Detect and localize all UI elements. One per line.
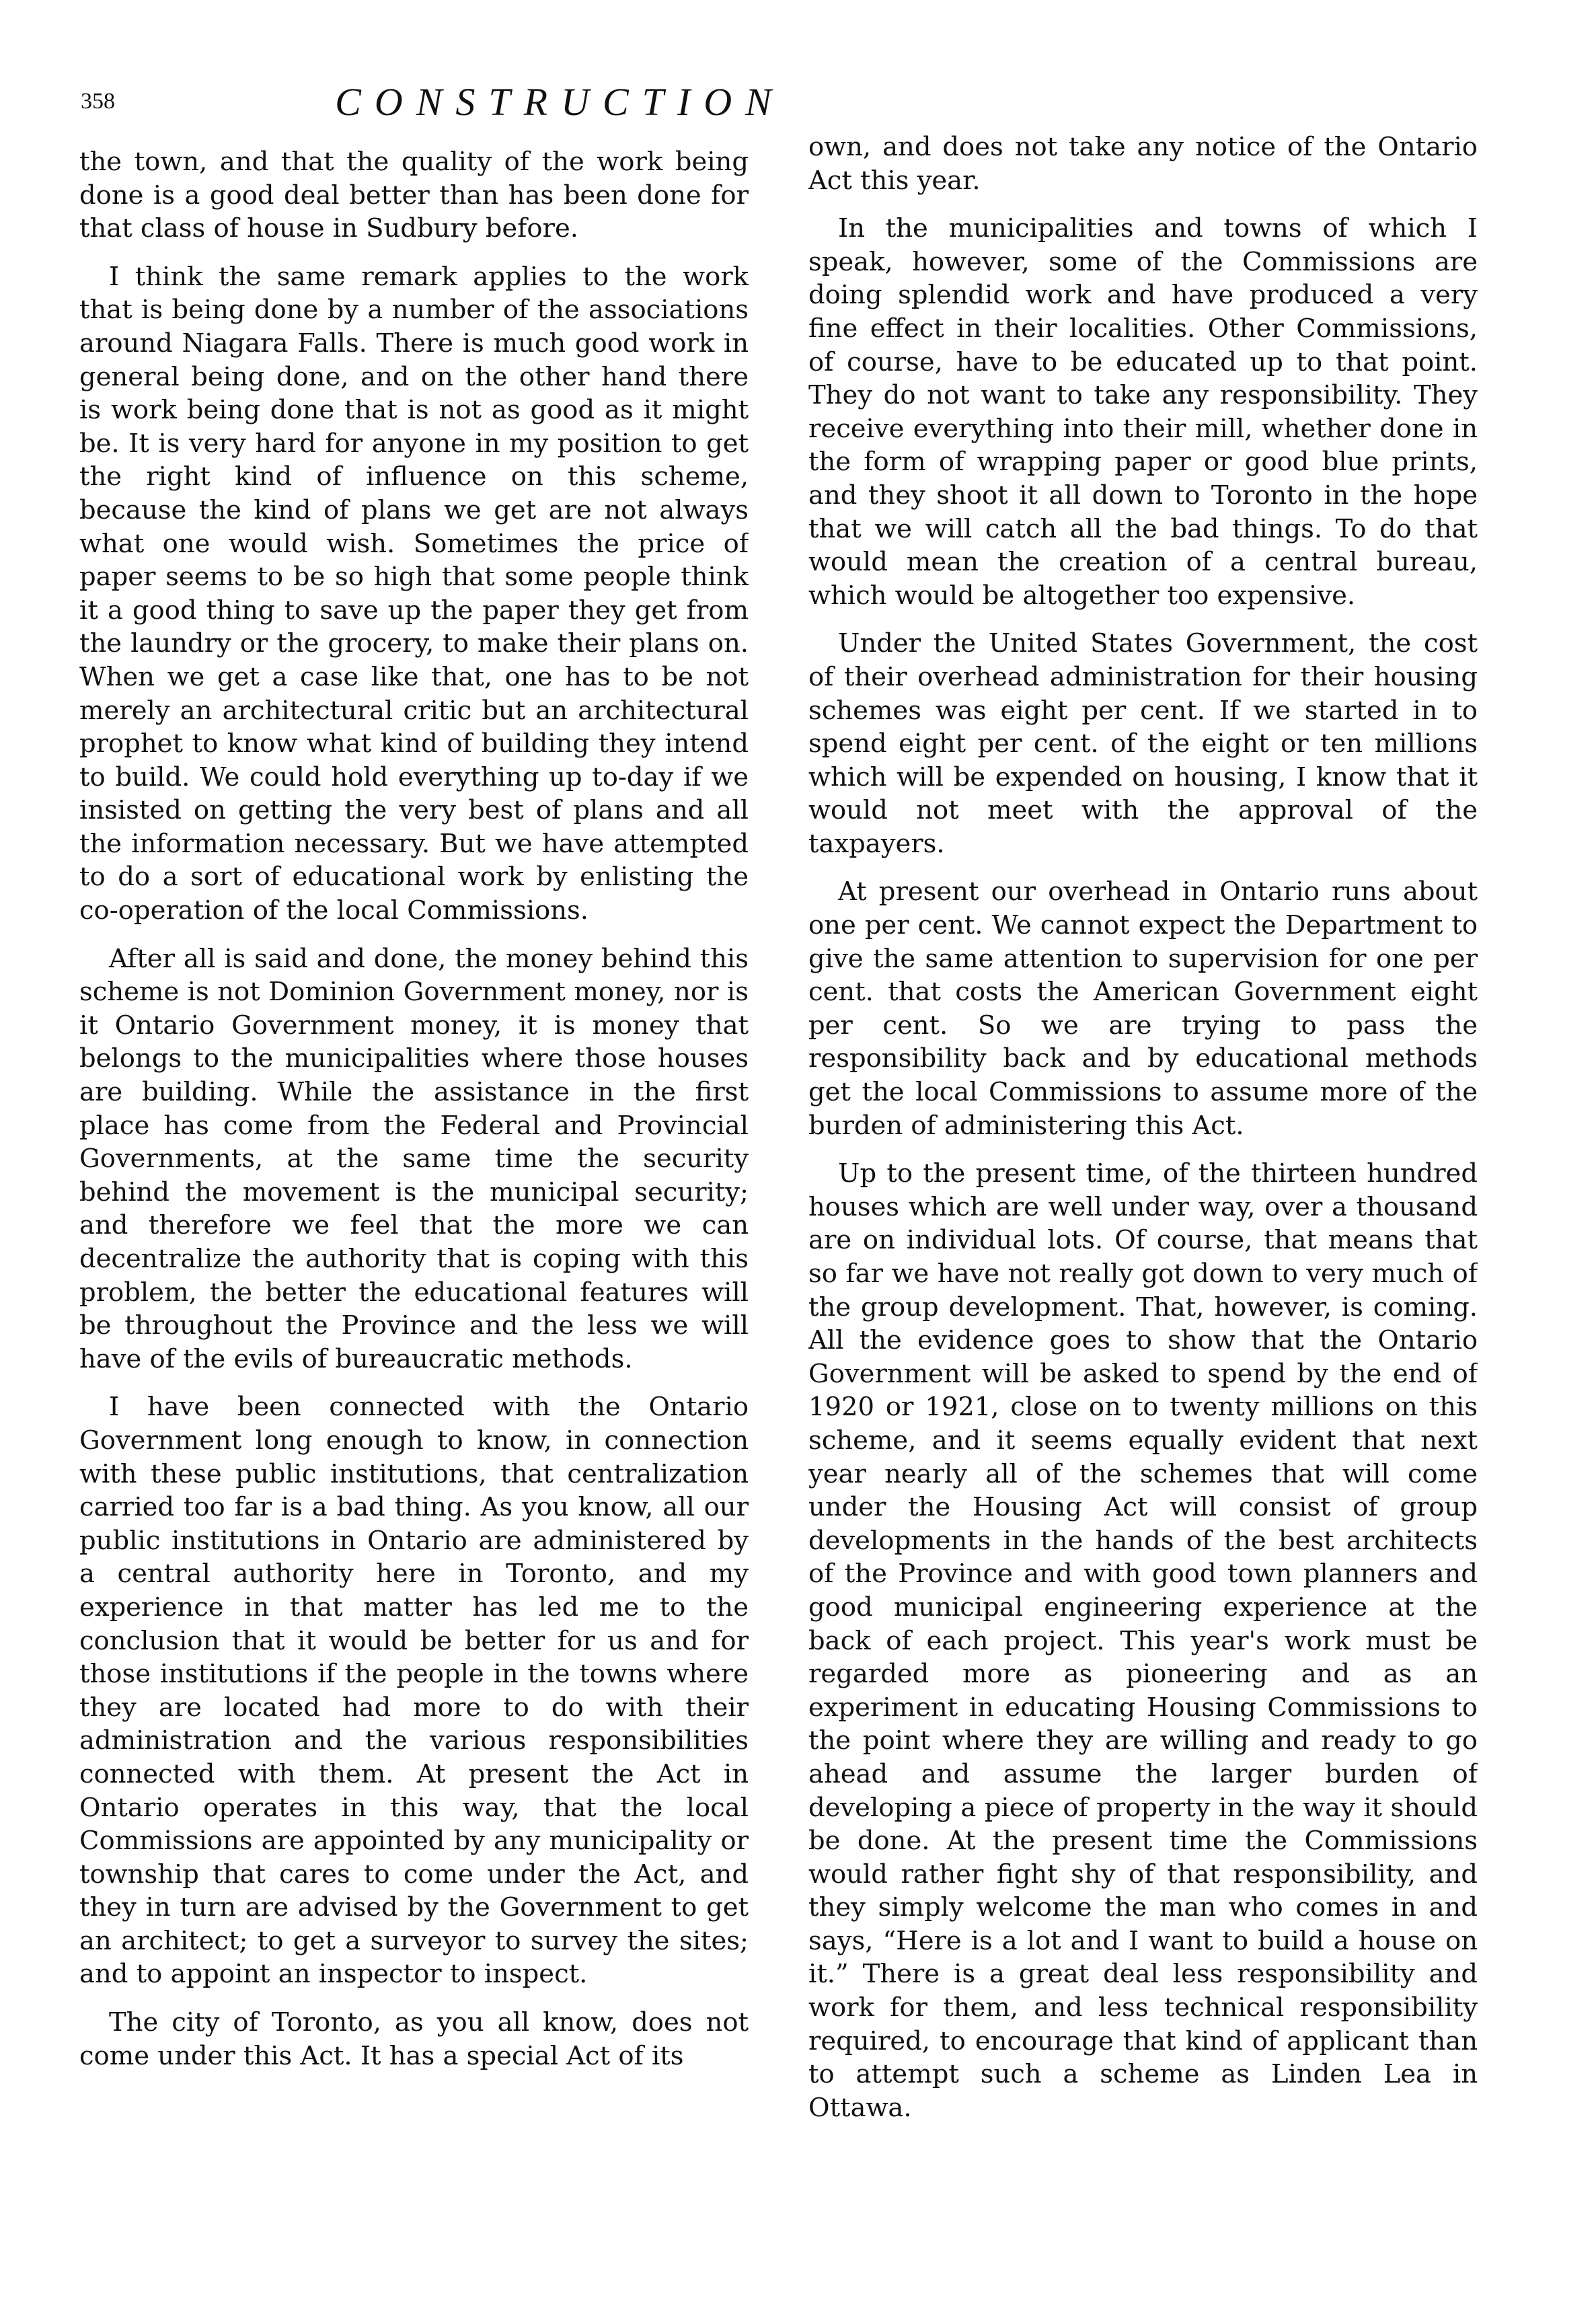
paragraph: The city of Toronto, as you all know, does not come under this Act. It has a special Act of its	[79, 2007, 749, 2071]
paragraph: I think the same remark applies to the work that is being done by a number of the associations around Niagara Falls. There is much good work in general being done, and on the other hand there is work being done that is not as good as it might be. It is very hard for anyone in my position to get the right kind of influence on this scheme, because the kind of plans we get are not always what one would wish. Sometimes the price of paper seems to be so high that some people think it a good thing to save up the paper they get from the laundry or the grocery, to make their plans on. When we get a case like that, one has to be not merely an architectural critic but an architectural prophet to know what kind of building they intend to build. We could hold everything up to-day if we insisted on getting the very best of plans and all the information necessary. But we have attempted to do a sort of educational work by enlisting the co-operation of the local Commissions.	[79, 261, 749, 926]
paragraph: Up to the present time, of the thirteen hundred houses which are well under way, over a thousand are on individual lots. Of course, that means that so far we have not really got down to very much of the group development. That, however, is coming. All the evidence goes to show that the Ontario Government will be asked to spend by the end of 1920 or 1921, close on to twenty millions on this scheme, and it seems equally evident that next year nearly all of the schemes that will come under the Housing Act will consist of group developments in the hands of the best architects of the Province and with good town planners and good municipal engineering experience at the back of each project. This year's work must be regarded more as pioneering and as an experiment in educating Housing Commissions to the point where they are willing and ready to go ahead and assume the larger burden of developing a piece of property in the way it should be done. At the present time the Commissions would rather fight shy of that responsibility, and they simply welcome the man who comes in and says, “Here is a lot and I want to build a house on it.” There is a great deal less responsibility and work for them, and less technical responsibility required, to encourage that kind of applicant than to attempt such a scheme as Linden Lea in Ottawa.	[808, 1158, 1478, 2123]
right-column	[808, 130, 1478, 2243]
paragraph: After all is said and done, the money behind this scheme is not Dominion Government money, nor is it Ontario Government money, it is money that belongs to the municipalities where those houses are building. While the assistance in the first place has come from the Federal and Provincial Governments, at the same time the security behind the movement is the municipal security; and therefore we feel that the more we can decentralize the authority that is coping with this problem, the better the educational features will be throughout the Province and the less we will have of the evils of bureaucratic methods.	[79, 943, 749, 1374]
page-header	[81, 79, 1039, 133]
left-column	[79, 145, 749, 2257]
paragraph: own, and does not take any notice of the Ontario Act this year.	[808, 132, 1478, 196]
paragraph: I have been connected with the Ontario Government long enough to know, in connection with these public institutions, that centralization carried too far is a bad thing. As you know, all our public institutions in Ontario are administered by a central authority here in Toronto, and my experience in that matter has led me to the conclusion that it would be better for us and for those institutions if the people in the towns where they are located had more to do with their administration and the various responsibilities connected with them. At present the Act in Ontario operates in this way, that the local Commissions are appointed by any municipality or township that cares to come under the Act, and they in turn are advised by the Government to get an architect; to get a surveyor to survey the sites; and to appoint an inspector to inspect.	[79, 1392, 749, 1990]
paragraph: Under the United States Government, the cost of their overhead administration for their housing schemes was eight per cent. If we started in to spend eight per cent. of the eight or ten millions which will be expended on housing, I know that it would not meet with the approval of the taxpayers.	[808, 628, 1478, 859]
page-number: 358	[81, 89, 115, 114]
paragraph: In the municipalities and towns of which I speak, however, some of the Commissions are doing splendid work and have produced a very fine effect in their localities. Other Commissions, of course, have to be educated up to that point. They do not want to take any responsibility. They receive everything into their mill, whether done in the form of wrapping paper or good blue prints, and they shoot it all down to Toronto in the hope that we will catch all the bad things. To do that would mean the creation of a central bureau, which would be altogether too expensive.	[808, 213, 1478, 611]
running-title: CONSTRUCTION	[335, 80, 785, 124]
paragraph: At present our overhead in Ontario runs about one per cent. We cannot expect the Department to give the same attention to supervision for one per cent. that costs the American Government eight per cent. So we are trying to pass the responsibility back and by educational methods get the local Commissions to assume more of the burden of administering this Act.	[808, 876, 1478, 1141]
paragraph: the town, and that the quality of the work being done is a good deal better than has been done for that class of house in Sudbury before.	[79, 147, 749, 244]
